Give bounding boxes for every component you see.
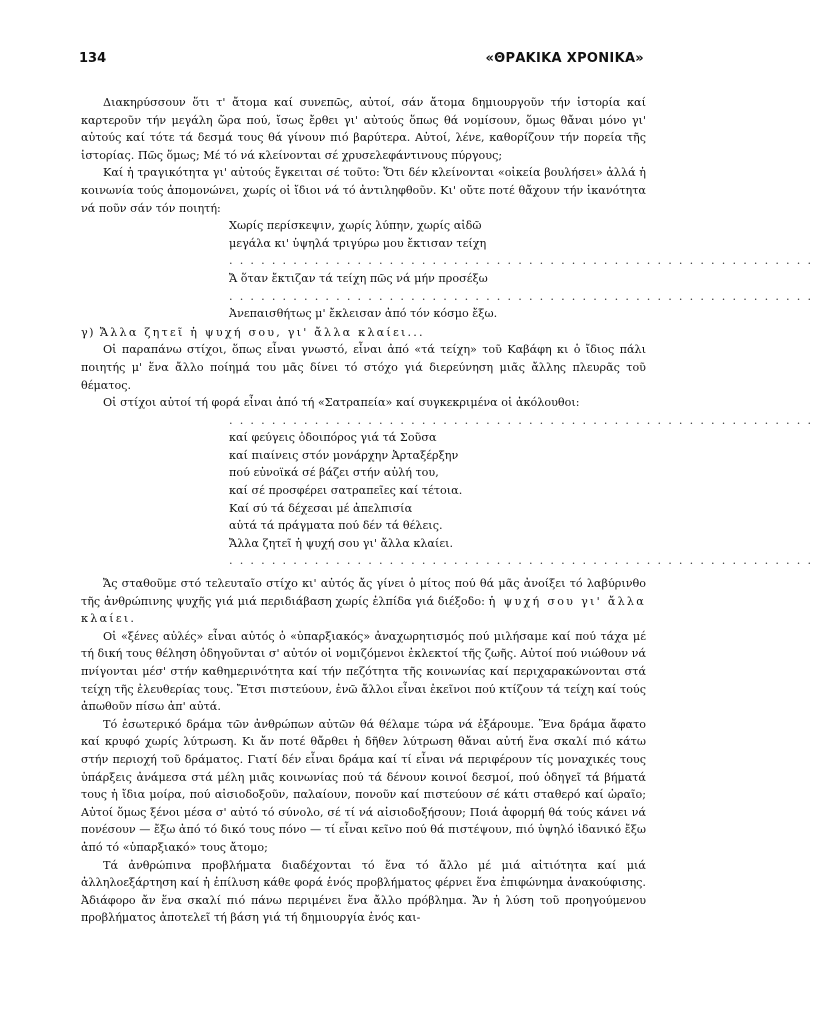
paragraph-8: Τά ἀνθρώπινα προβλήματα διαδέχονται τό ἕνα τό ἄλλο μέ μιά αἰτιότητα καί μιά ἀλληλοεξάρτηση καί ἡ ἐπίλυση κάθε φορά ἑνός προβλήματος φέρνει ἕνα ἐπιφώνημα ἀνακούφισης. Ἀδιάφορο ἄν ἕνα σκαλί πιό πάνω περιμένει ἕνα ἄλλο πρόβλημα. Ἄν ἡ λύση τοῦ προηγούμενου προβλήματος ἀποτελεῖ τή βάση γιά τή δημιουργία ἑνός και- xyxy=(81,858,646,925)
poem-line: πού εὐνοϊκά σέ βάζει στήν αὐλή του, xyxy=(229,466,439,480)
paragraph-2: Καί ἡ τραγικότητα γι' αὐτούς ἔγκειται σέ τοῦτο: Ὅτι δέν κλείνονται «οἰκεία βουλήσει» ἀλλά ἡ κοινωνία τούς ἀπομονώνει, χωρίς οἱ ἴδιοι νά τό ἀντιληφθοῦν. Κι' οὔτε ποτέ θἄχουν τήν ἱκανότητα νά ποῦν σάν τόν ποιητή: xyxy=(81,166,646,215)
poem-line: Χωρίς περίσκεψιν, χωρίς λύπην, χωρίς αἰδῶ xyxy=(229,219,482,233)
poem-line: Ἄ ὅταν ἔκτιζαν τά τείχη πῶς νά μήν προσέξω xyxy=(229,271,488,285)
paragraph-3: Οἱ παραπάνω στίχοι, ὅπως εἶναι γνωστό, εἶναι ἀπό «τά τείχη» τοῦ Καβάφη κι ὁ ἴδιος πάλι ποιητής μ' ἕνα ἄλλο ποίημά του μᾶς δίνει τό στόχο γιά διερεύνηση μιᾶς ἄλλης πλευρᾶς τοῦ θέματος. xyxy=(81,343,646,392)
poem-line: Ἀνεπαισθήτως μ' ἔκλεισαν ἀπό τόν κόσμο ἔξω. xyxy=(229,307,498,321)
paragraph-4: Οἱ στίχοι αὐτοί τή φορά εἶναι ἀπό τή «Σατραπεία» καί συγκεκριμένα οἱ ἀκόλουθοι: xyxy=(103,396,580,410)
paragraph-6: Οἱ «ξένες αὐλές» εἶναι αὐτός ὁ «ὑπαρξιακός» ἀναχωρητισμός πού μιλήσαμε καί πού τάχα μέ τή δική τους θέληση ὁδηγοῦνται σ' αὐτόν οἱ νομιζόμενοι ἐκλεκτοί τῆς ζωῆς. Αὐτοί πού νιώθουν νά πνίγονται μέσ' στήν καθημερινότητα καί τήν πεζότητα τῆς κοινωνίας καί περιχαρακώνονται στά τείχη τῆς ἐλευθερίας τους. Ἔτσι πιστεύουν, ἐνῶ ἄλλοι εἶναι ἐκεῖνοι πού κτίζουν τά τείχη καί τούς ἀπωθοῦν πίσω ἀπ' αὐτά. xyxy=(81,629,646,714)
paragraph-5-quote: ἡ ψυχή σου γι' ἄλλα κλαίει. xyxy=(81,594,646,626)
paragraph-5-text: Ἄς σταθοῦμε στό τελευταῖο στίχο κι' αὐτός ἄς γίνει ὁ μίτος πού θά μᾶς ἀνοίξει τό λαβύρινθο τῆς ἀνθρώπινης ψυχῆς γιά μιά περιδιάβαση χωρίς ἐλπίδα γιά διέξοδο: xyxy=(81,577,646,608)
page-number: 134 xyxy=(79,51,107,66)
ellipsis-line: . . . . . . . . . . . . . . . . . . . . . . . . . . . . . . . . . . . . . . . . . . . . . . . . . . . . . . . xyxy=(229,254,813,268)
section-heading xyxy=(81,324,646,342)
paragraph-5 xyxy=(81,575,646,628)
poem-line: καί σέ προσφέρει σατραπεῖες καί τέτοια. xyxy=(229,484,463,498)
journal-title: «ΘΡΑΚΙΚΑ ΧΡΟΝΙΚΑ» xyxy=(485,51,644,66)
poem-satrapy xyxy=(81,412,813,570)
poem-walls xyxy=(81,217,813,323)
ellipsis-line: . . . . . . . . . . . . . . . . . . . . . . . . . . . . . . . . . . . . . . . . . . . . . . . . . . . . . . . xyxy=(229,413,813,427)
page-body xyxy=(81,94,813,927)
ellipsis-line: . . . . . . . . . . . . . . . . . . . . . . . . . . . . . . . . . . . . . . . . . . . . . . . . . . . . . . . xyxy=(229,554,813,568)
poem-line: μεγάλα κι' ὑψηλά τριγύρω μου ἔκτισαν τείχη xyxy=(229,236,487,250)
poem-line: αὐτά τά πράγματα πού δέν τά θέλεις. xyxy=(229,519,443,533)
poem-line: Ἄλλα ζητεῖ ἡ ψυχή σου γι' ἄλλα κλαίει. xyxy=(229,536,454,550)
poem-line: καί φεύγεις ὁδοιπόρος γιά τά Σοῦσα xyxy=(229,431,437,445)
page-header xyxy=(79,50,644,70)
poem-line: Καί σύ τά δέχεσαι μέ ἀπελπισία xyxy=(229,501,413,515)
poem-line: καί πιαίνεις στόν μονάρχην Ἀρταξέρξην xyxy=(229,448,459,462)
ellipsis-line: . . . . . . . . . . . . . . . . . . . . . . . . . . . . . . . . . . . . . . . . . . . . . . . . . . . . . . . xyxy=(229,289,813,303)
section-title: Ἄλλα ζητεῖ ἡ ψυχή σου, γι' ἄλλα κλαίει... xyxy=(99,325,425,339)
paragraph-7: Τό ἐσωτερικό δράμα τῶν ἀνθρώπων αὐτῶν θά θέλαμε τώρα νά ἐξάρουμε. Ἕνα δράμα ἄφατο καί κρυφό χωρίς λύτρωση. Κι ἄν ποτέ θἄρθει ἡ δῆθεν λύτρωση θἄναι αὐτή ἕνα σκαλί πιό κάτω στήν περιοχή τοῦ δράματος. Γιατί δέν εἶναι δράμα καί τί εἶναι νά περιφέρουν τίς μοναχικές τους ὑπάρξεις ἀνάμεσα στά μέλη μιᾶς κοινωνίας πού τά δένουν κοινοί δεσμοί, πού ὁδηγεῖ τά βήματά τους ἡ ἴδια μοίρα, πού αἰσιοδοξοῦν, παλαίουν, πονοῦν καί πιστεύουν σέ κάτι σταθερό καί ὡραῖο; Αὐτοί ὅμως ξένοι μέσα σ' αὐτό τό σύνολο, σέ τί νά αἰσιοδοξήσουν; Ποιά ἀφορμή θά τούς κάνει νά πονέσουν — ἔξω ἀπό τό δικό τους πόνο — τί εἶναι κεῖνο πού θά πιστέψουν, πιό ὑψηλό ἰδανικό ἔξω ἀπό τό «ὑπαρξιακό» τους ἄτομο; xyxy=(81,717,646,854)
section-label: γ) xyxy=(81,325,95,339)
paragraph-1: Διακηρύσσουν ὅτι τ' ἄτομα καί συνεπῶς, αὐτοί, σάν ἄτομα δημιουργοῦν τήν ἱστορία καί καρτεροῦν τήν μεγάλη ὥρα πού, ἴσως ἔρθει γι' αὐτούς ὅπως θά νομίσουν, ὅμως θἄναι μόνο γι' αὐτούς καί τότε τά δεσμά τους θά γίνουν πιό βαρύτερα. Αὐτοί, λένε, καθορίζουν τήν πορεία τῆς ἱστορίας. Πῶς ὅμως; Μέ τό νά κλείνονται σέ χρυσελεφάντινους πύργους; xyxy=(81,96,646,162)
